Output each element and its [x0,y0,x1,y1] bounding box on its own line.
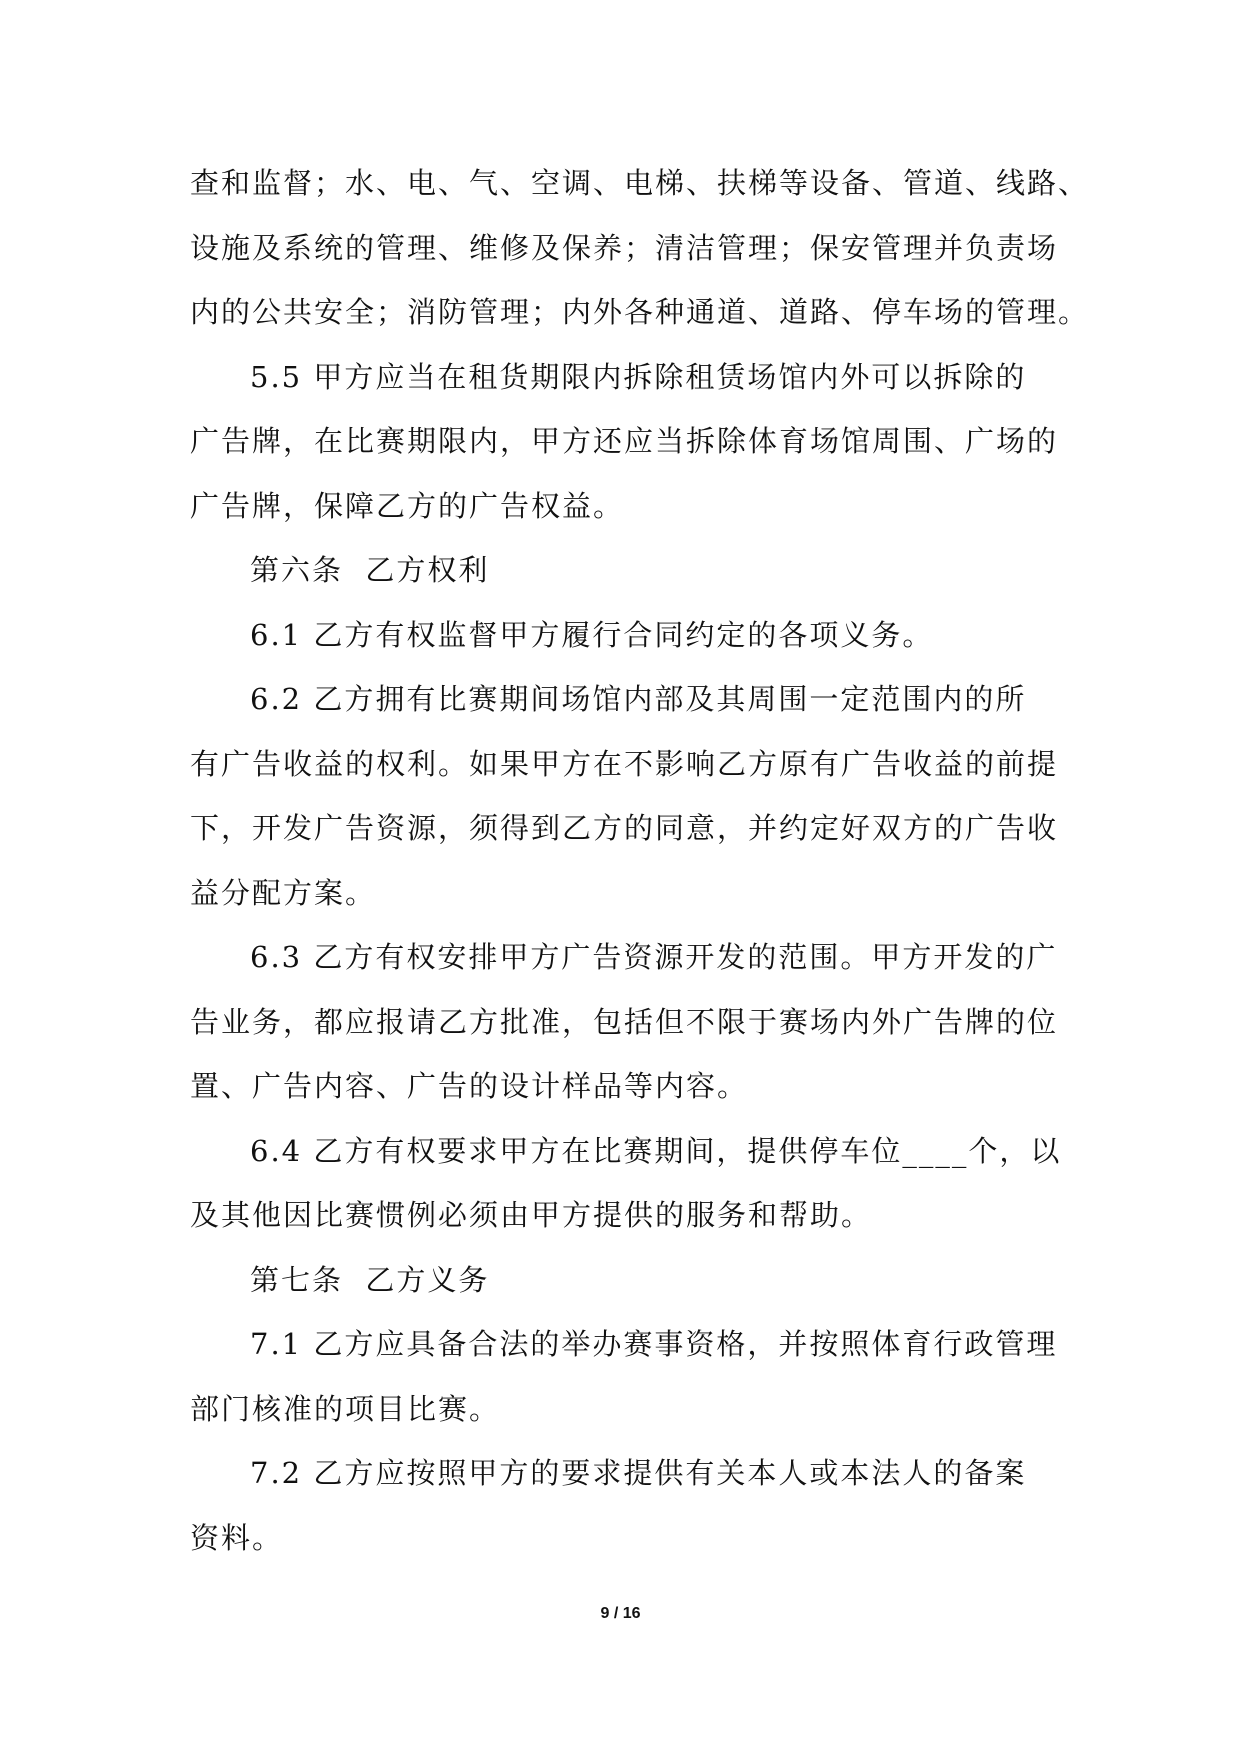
text-line: 7.2 乙方应按照甲方的要求提供有关本人或本法人的备案 [250,1456,1027,1490]
text-line: 资料。 [190,1521,284,1555]
text-line: 部门核准的项目比赛。 [190,1392,501,1426]
text-line: 广告牌，在比赛期限内，甲方还应当拆除体育场馆周围、广场的 [190,424,1059,458]
section-heading: 第七条 乙方义务 [250,1263,490,1297]
text-line: 内的公共安全；消防管理；内外各种通道、道路、停车场的管理。 [190,295,1090,329]
text-line: 6.3 乙方有权安排甲方广告资源开发的范围。甲方开发的广 [250,940,1058,974]
text-line: 6.2 乙方拥有比赛期间场馆内部及其周围一定范围内的所 [250,682,1027,716]
text-line: 置、广告内容、广告的设计样品等内容。 [190,1069,749,1103]
text-line: 7.1 乙方应具备合法的举办赛事资格，并按照体育行政管理 [250,1327,1058,1361]
section-heading: 第六条 乙方权利 [250,553,490,587]
text-line: 告业务，都应报请乙方批准，包括但不限于赛场内外广告牌的位 [190,1005,1059,1039]
text-line: 益分配方案。 [190,876,377,910]
text-line: 及其他因比赛惯例必须由甲方提供的服务和帮助。 [190,1198,873,1232]
text-line: 6.1 乙方有权监督甲方履行合同约定的各项义务。 [250,618,934,652]
text-line: 查和监督；水、电、气、空调、电梯、扶梯等设备、管道、线路、 [190,166,1090,200]
text-line: 下，开发广告资源，须得到乙方的同意，并约定好双方的广告收 [190,811,1059,845]
text-line: 有广告收益的权利。如果甲方在不影响乙方原有广告收益的前提 [190,747,1059,781]
text-line: 设施及系统的管理、维修及保养；清洁管理；保安管理并负责场 [190,231,1059,265]
text-line: 5.5 甲方应当在租货期限内拆除租赁场馆内外可以拆除的 [250,360,1027,394]
text-line: 广告牌，保障乙方的广告权益。 [190,489,625,523]
text-line: 6.4 乙方有权要求甲方在比赛期间，提供停车位____个，以 [250,1134,1062,1168]
page-number: 9 / 16 [600,1605,641,1622]
